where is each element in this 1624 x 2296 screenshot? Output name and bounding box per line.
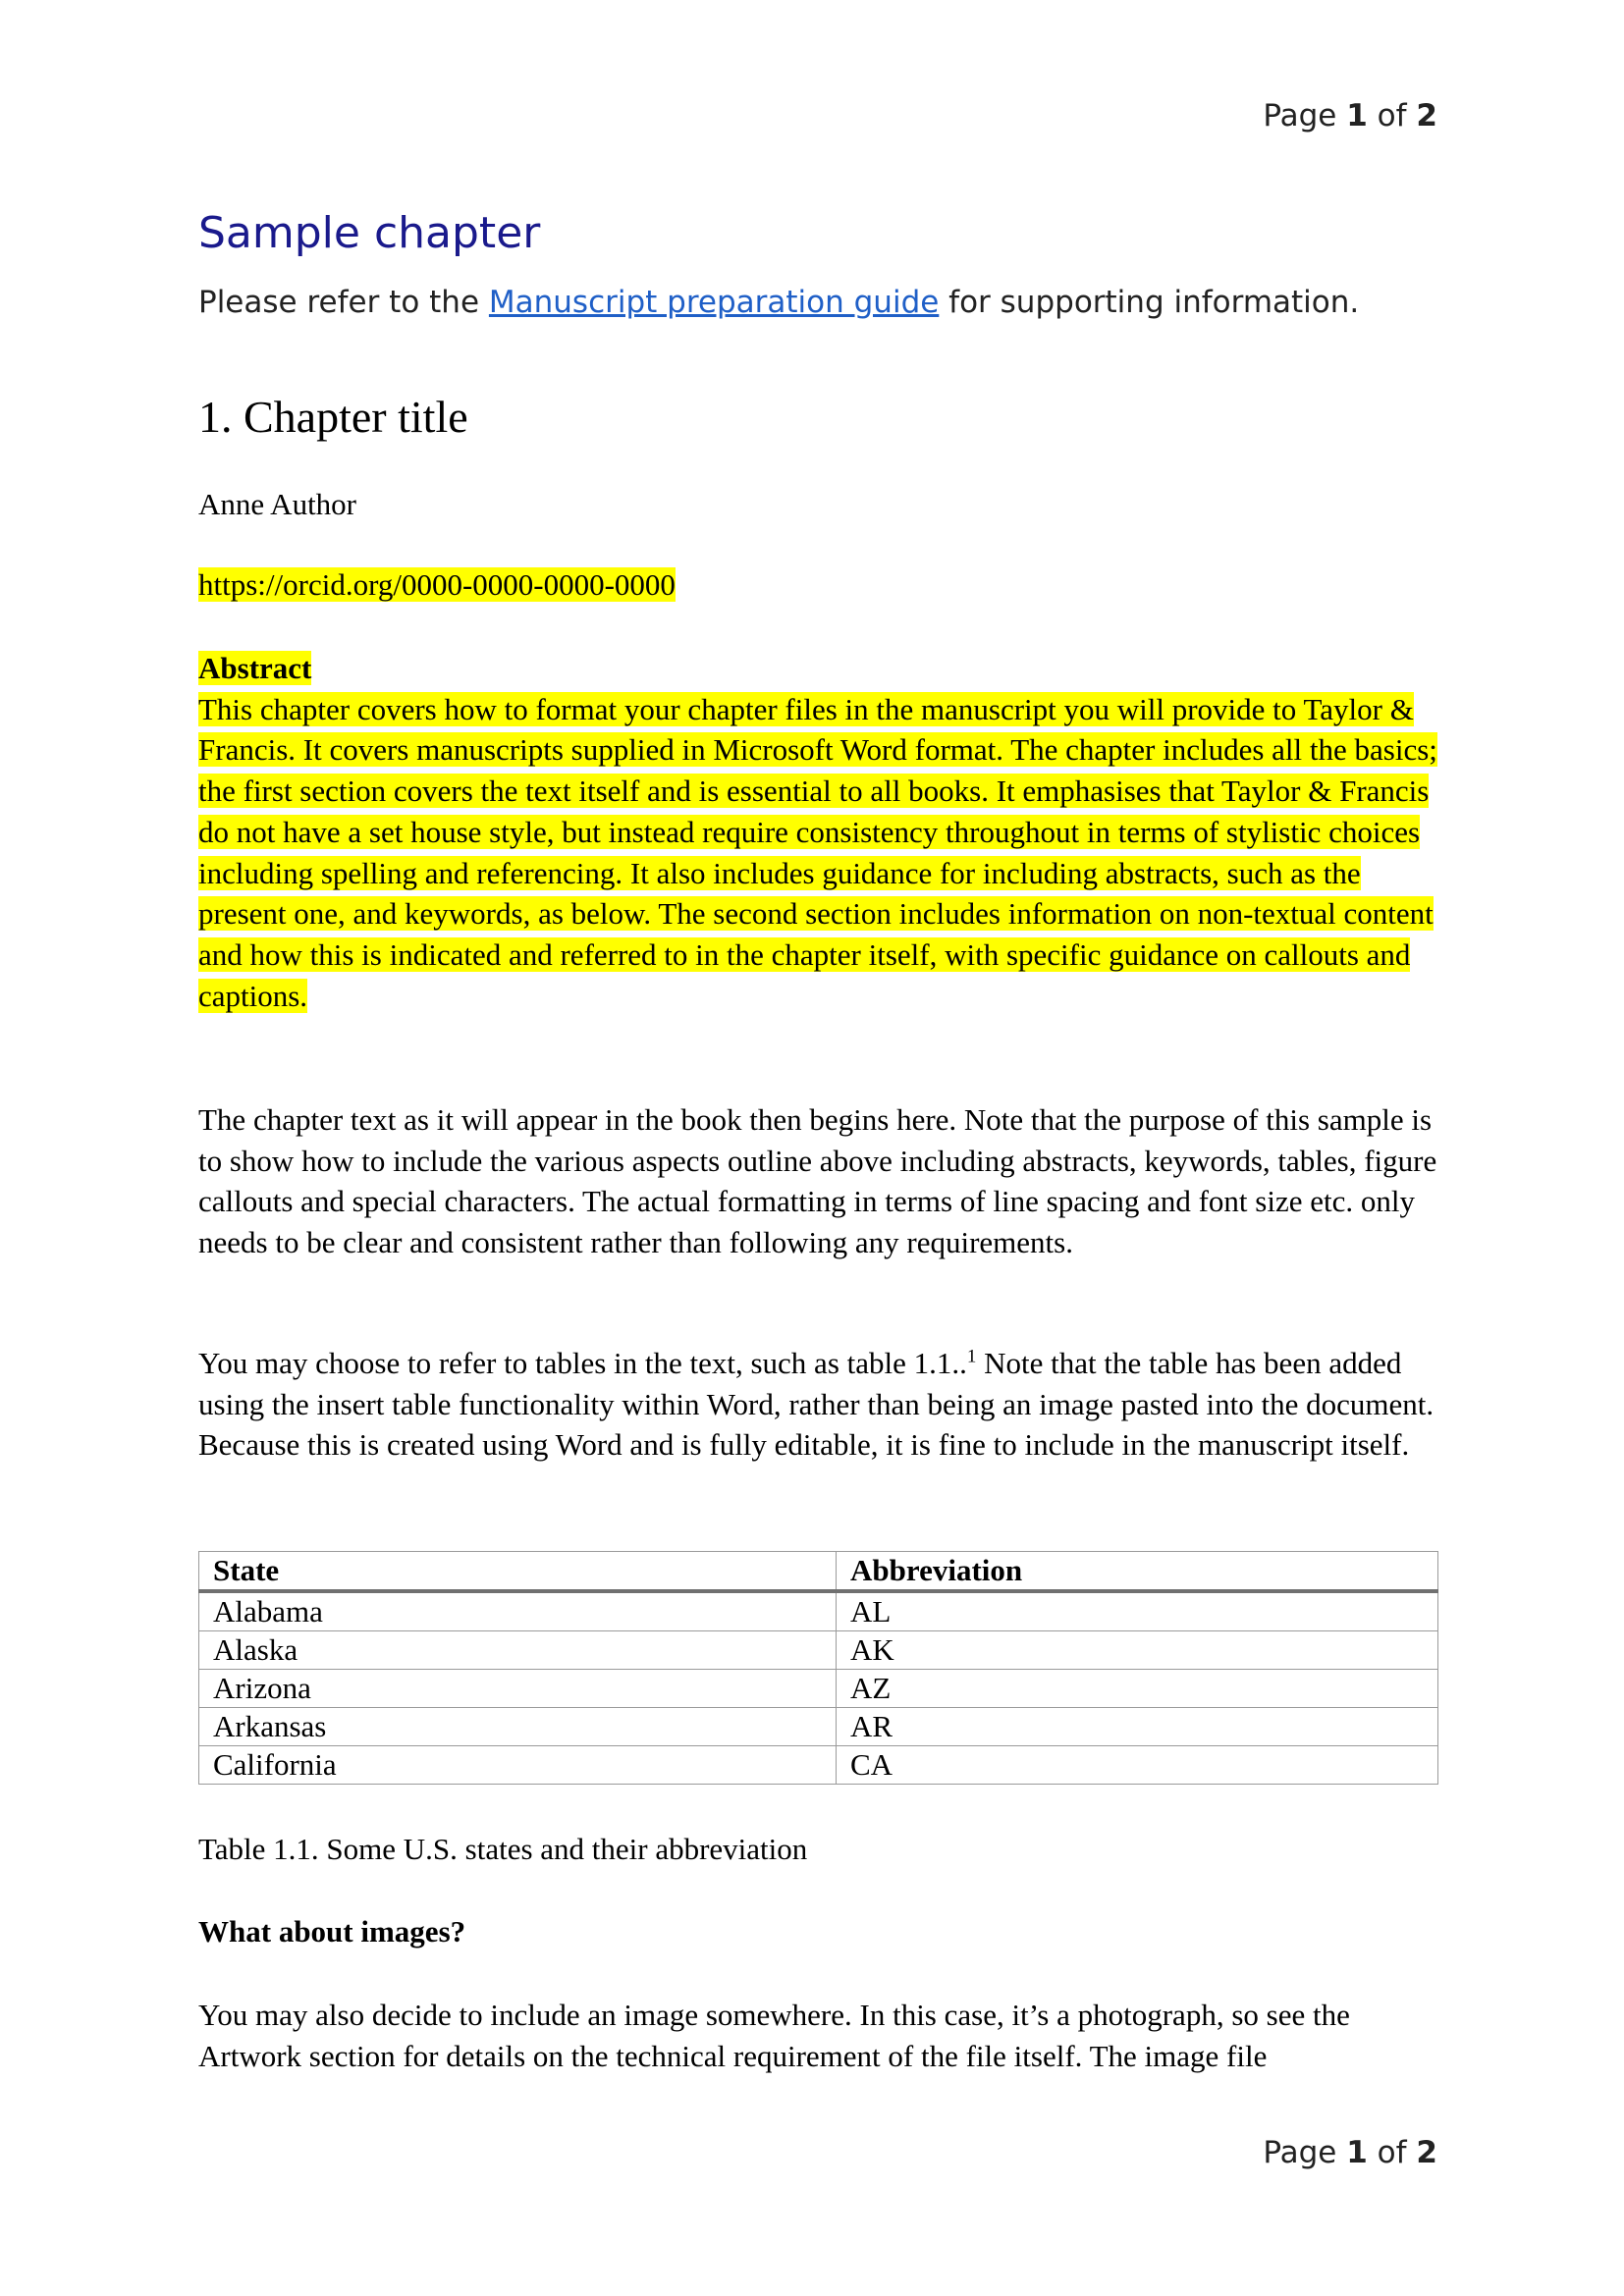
orcid-url: https://orcid.org/0000-0000-0000-0000 — [198, 567, 676, 602]
table-cell: Alaska — [199, 1631, 837, 1670]
body-paragraph-2: You may choose to refer to tables in the text, such as table 1.1..$^1$ Note that the table has been added using the insert table functionality within Word, rather than being an image pasted into the document. Because this is created using Word and is fully editable, it is fine to include in the manuscript itself. — [198, 1346, 1435, 1463]
table-header-abbreviation: Abbreviation — [837, 1552, 1438, 1592]
states-table — [198, 1551, 1438, 1785]
table-row — [199, 1708, 1438, 1746]
table-header-row — [199, 1552, 1438, 1592]
abstract-heading: Abstract — [198, 651, 312, 685]
table-cell: AK — [837, 1631, 1438, 1670]
author-name: Anne Author — [198, 487, 357, 521]
table-cell: Arkansas — [199, 1708, 837, 1746]
document-title: Sample chapter — [198, 208, 541, 258]
intro-text: Please refer to the Manuscript preparation guide for supporting information. — [198, 285, 1360, 320]
section-subheading: What about images? — [198, 1914, 466, 1949]
abstract — [198, 648, 1437, 1016]
table-row — [199, 1670, 1438, 1708]
manuscript-guide-link[interactable]: Manuscript preparation guide — [488, 285, 940, 320]
abstract-text: This chapter covers how to format your chapter files in the manuscript you will provide to Taylor & Francis. It covers manuscripts supplied in Microsoft Word format. The chapter includes all the basics; the first section covers the text itself and is essential to all books. It emphasises that Taylor & Francis do not have a set house style, but instead require consistency throughout in terms of stylistic choices including spelling and referencing. It also includes guidance for including abstracts, such as the present one, and keywords, as below. The second section includes information on non-textual content and how this is indicated and referred to in the chapter itself, with specific guidance on callouts and captions. — [198, 691, 1437, 1013]
table-cell: AR — [837, 1708, 1438, 1746]
table-cell: Alabama — [199, 1591, 837, 1631]
table-caption: Table 1.1. Some U.S. states and their abbreviation — [198, 1832, 808, 1866]
table-cell: AZ — [837, 1670, 1438, 1708]
table-cell: CA — [837, 1746, 1438, 1785]
body-paragraph-3: You may also decide to include an image somewhere. In this case, it’s a photograph, so see the Artwork section for details on the technical requirement of the file itself. The image file — [198, 1998, 1350, 2073]
table-header-state: State — [199, 1552, 837, 1592]
footer-page-number: Page 1 of 2 — [1263, 2135, 1437, 2170]
table-row — [199, 1746, 1438, 1785]
table-row — [199, 1631, 1438, 1670]
table-row — [199, 1591, 1438, 1631]
chapter-title: 1. Chapter title — [198, 392, 468, 442]
table-cell: California — [199, 1746, 837, 1785]
footnote-marker[interactable]: 1 — [966, 1346, 977, 1367]
header-page-number: Page 1 of 2 — [1263, 98, 1437, 133]
table-cell: Arizona — [199, 1670, 837, 1708]
body-paragraph-1: The chapter text as it will appear in the book then begins here. Note that the purpose of this sample is to show how to include the various aspects outline above including abstracts, keywords, tables, figure callouts and special characters. The actual formatting in terms of line spacing and font size etc. only needs to be clear and consistent rather than following any requirements. — [198, 1102, 1437, 1260]
table-cell: AL — [837, 1591, 1438, 1631]
